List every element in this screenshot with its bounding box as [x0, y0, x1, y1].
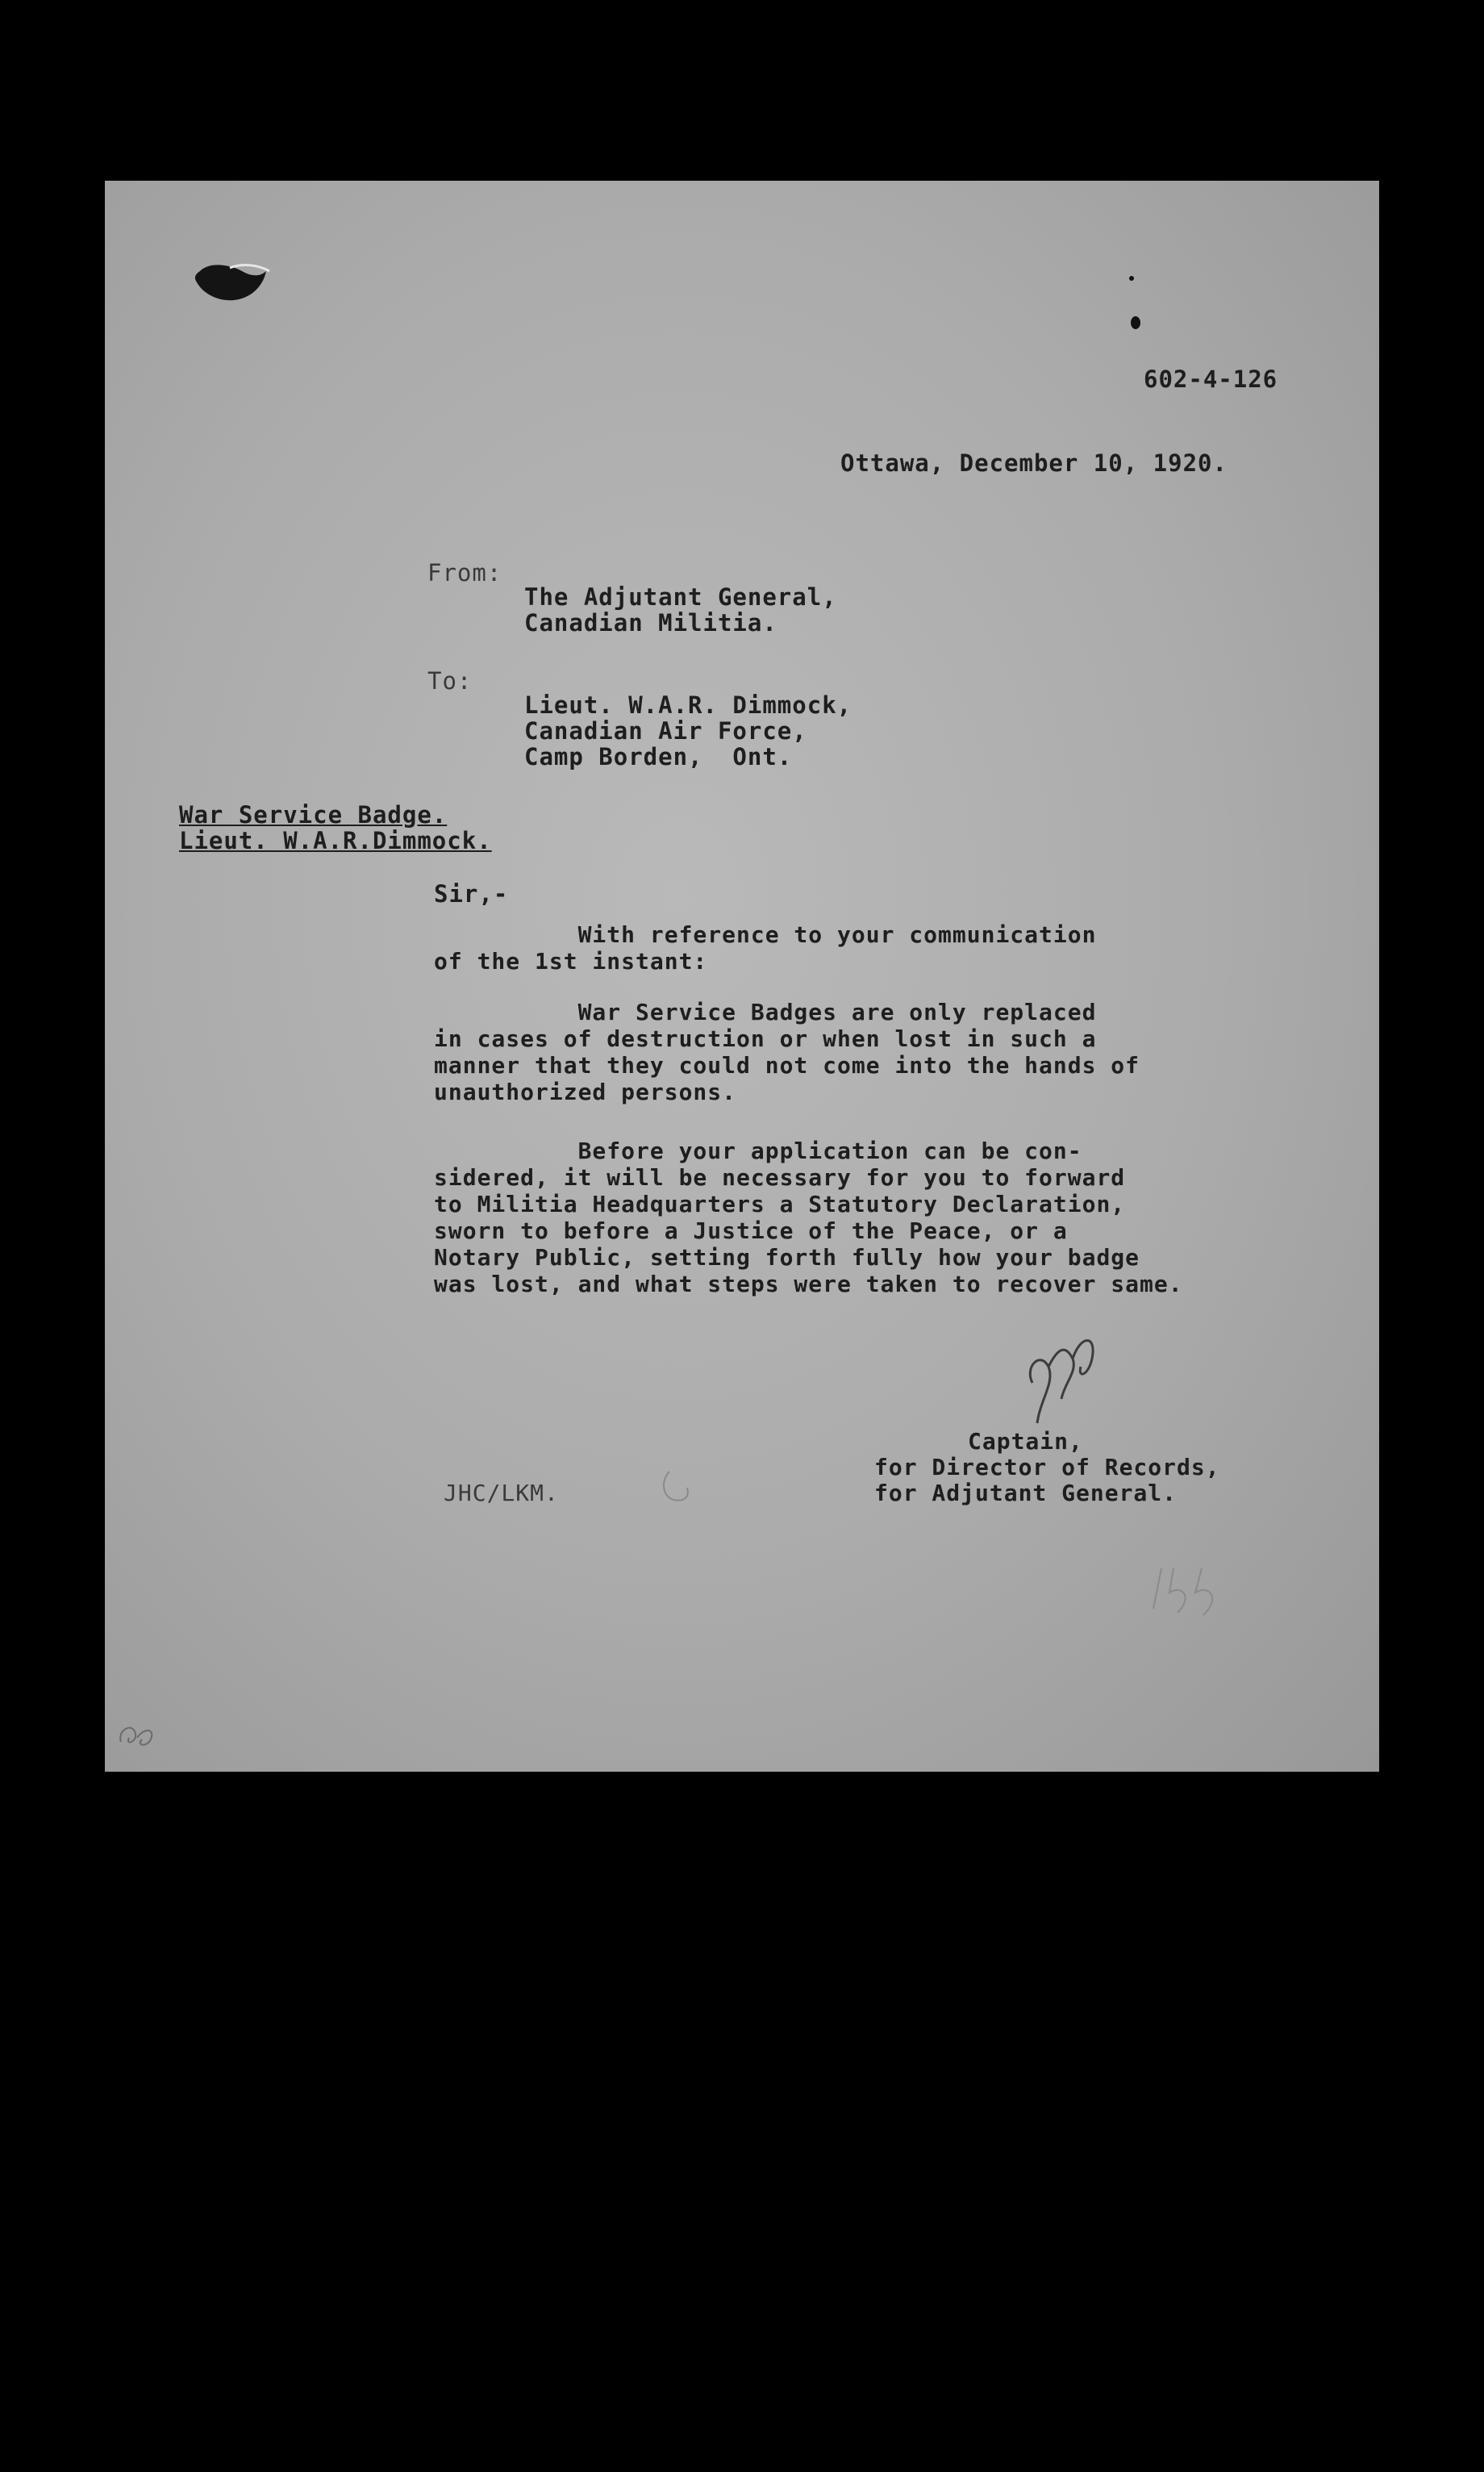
body-paragraph: Before your application can be con- sidered, it will be necessary for you to forward to Militia Headquarters a Statutory Declaration, sworn to before a Justice of the Peace, or a Notary Public, setting forth fully how your badge was lost, and what steps were taken to recover same. [434, 1138, 1183, 1297]
from-label: From: [427, 559, 502, 587]
from-line: Canadian Militia. [524, 609, 777, 637]
to-line: Camp Borden, Ont. [524, 743, 793, 770]
letter-page [105, 181, 1379, 1772]
film-speck [1129, 276, 1134, 281]
pencil-number-mark [1145, 1552, 1234, 1625]
signature-rank: Captain, [968, 1428, 1083, 1455]
subject-line: War Service Badge. [179, 801, 448, 829]
film-speck [1131, 316, 1140, 329]
signature-line: for Director of Records, [874, 1454, 1220, 1480]
signature-line: for Adjutant General. [874, 1480, 1178, 1506]
body-paragraph: With reference to your communication of the 1st instant: [434, 921, 1097, 975]
date-line: Ottawa, December 10, 1920. [840, 449, 1228, 477]
corner-pencil-mark [113, 1714, 161, 1754]
to-line: Lieut. W.A.R. Dimmock, [524, 691, 852, 719]
handwritten-initials-mark [1008, 1318, 1105, 1439]
from-line: The Adjutant General, [524, 583, 837, 611]
body-paragraph: War Service Badges are only replaced in cases of destruction or when lost in such a manner that they could not come into the hands of unauthorized persons. [434, 999, 1140, 1105]
subject-line: Lieut. W.A.R.Dimmock. [179, 827, 492, 854]
ink-stain-mark [186, 247, 274, 319]
faint-pencil-mark [653, 1464, 702, 1512]
to-label: To: [427, 667, 473, 695]
reference-initials: JHC/LKM. [444, 1480, 559, 1506]
to-line: Canadian Air Force, [524, 717, 807, 745]
file-number: 602-4-126 [1144, 365, 1278, 393]
salutation: Sir,- [434, 880, 509, 908]
